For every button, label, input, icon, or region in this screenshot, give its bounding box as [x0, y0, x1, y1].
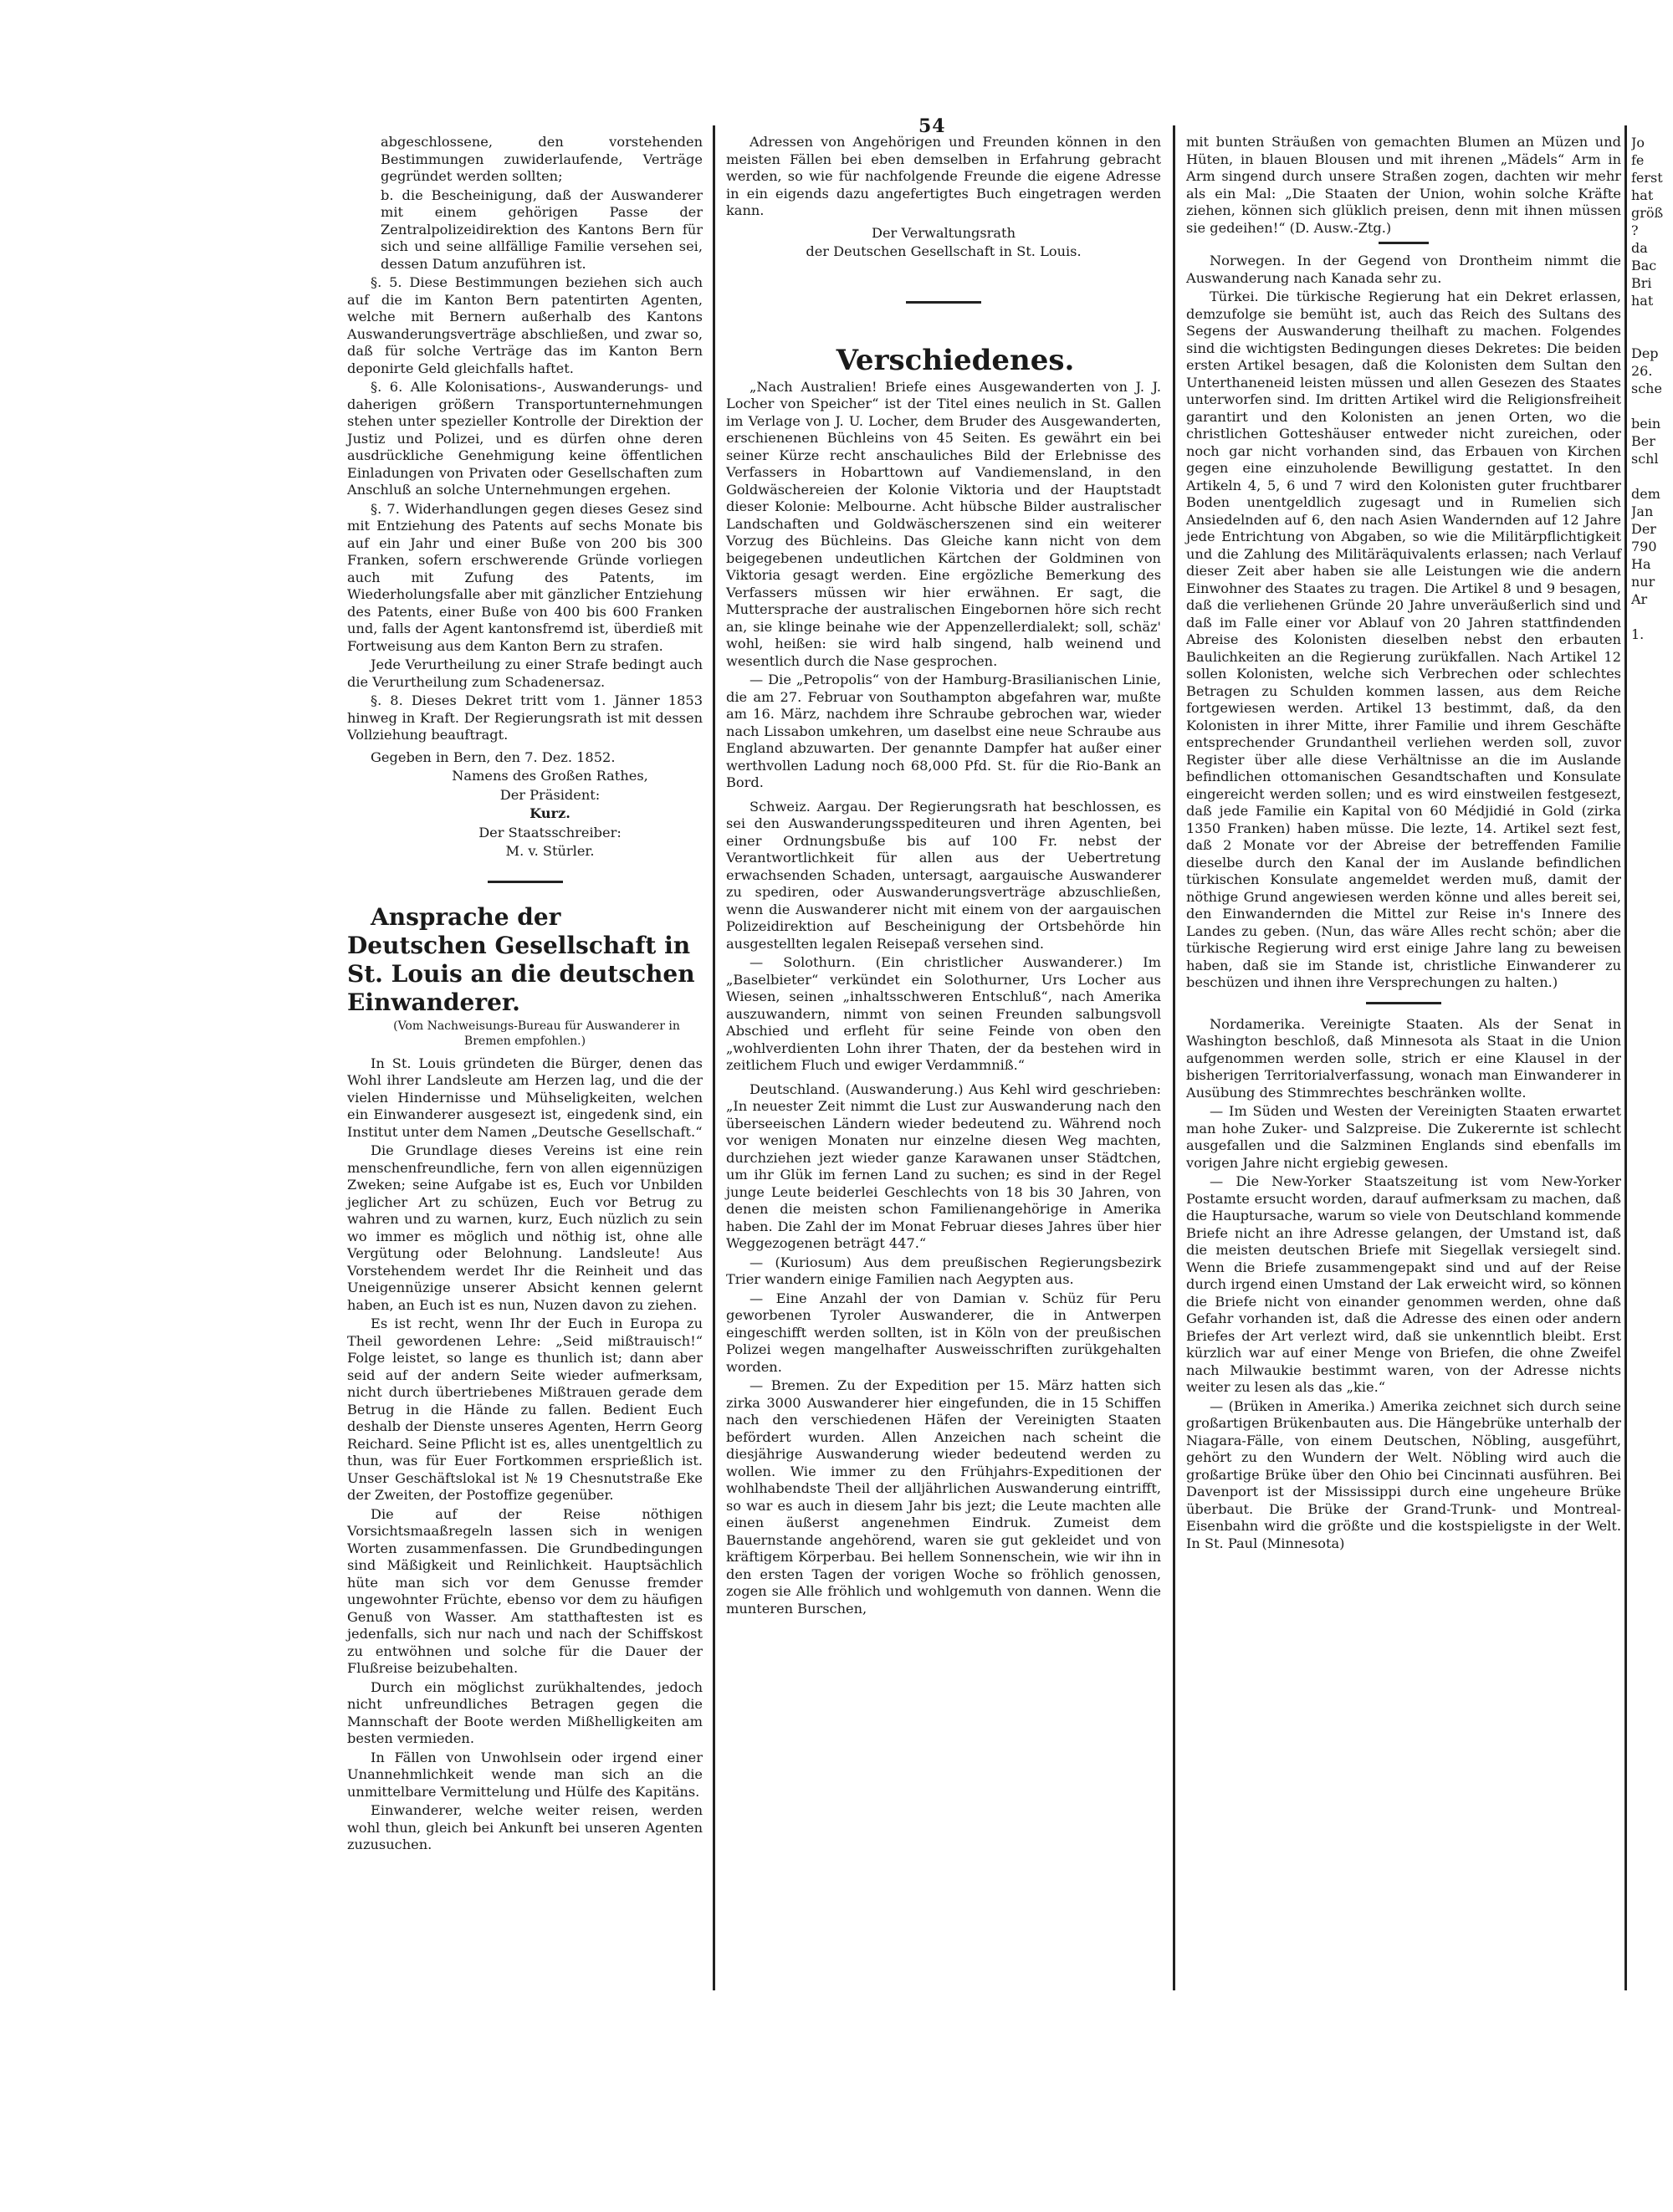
- paragraph: In St. Louis gründeten die Bürger, denen das Wohl ihrer Landsleute am Herzen lag, und die der vielen Hindernisse und Mühseligkeiten, welchen ein Einwanderer ausgesezt ist, eingedenk sind, ein Institut unter dem Namen „Deutsche Gesellschaft.“: [347, 1055, 703, 1140]
- paragraph: Adressen von Angehörigen und Freunden können in den meisten Fällen bei eben demselben in Erfahrung gebracht werden, so wie für nachfolgende Freunde die eigene Adresse in ein eigends dazu angefertigtes Buch eingetragen werden kann.: [726, 134, 1161, 218]
- text-line: §. 5. Diese Bestimmungen beziehen sich auch auf die im Kanton Bern patentirten Agenten, welche mit Bernern außerhalb des Kantons Auswanderungsverträge abschließen, und zwar so, daß für solche Verträge das im Kanton Bern deponirte Geld gleichfalls haftet.: [347, 274, 703, 376]
- edge-fragment: [1631, 801, 1673, 819]
- divider: [1379, 242, 1429, 244]
- edge-fragment: Der: [1631, 521, 1656, 537]
- paragraph: Nordamerika. Vereinigte Staaten. Als der Senat in Washington beschloß, daß Minnesota als Staat in die Union aufgenommen werden solle, strich er eine Klausel in der bisherigen Territorialverfassung, wonach man Einwanderer in Ausübung des Stimmrechtes beschränken wollte.: [1186, 1015, 1621, 1101]
- edge-fragment: [1631, 731, 1673, 748]
- edge-fragment: [1631, 819, 1673, 836]
- column-rule: [713, 125, 715, 1990]
- edge-fragment: 26.: [1631, 363, 1653, 379]
- edge-fragment: Bac: [1631, 258, 1657, 273]
- edge-fragment: Ber: [1631, 433, 1655, 449]
- edge-fragment: größ: [1631, 205, 1664, 221]
- edge-fragment: [1631, 766, 1673, 784]
- paragraph: — Solothurn. (Ein christlicher Auswanderer.) Im „Baselbieter“ verkündet ein Solothurner, Urs Locher aus Wiesen, seinen „inhaltsschweren Entschluß“, nach Amerika auszuwandern, nimmt von seinen Freunden salbungsvoll Abschied und erfleht für seine Feinde von oben den „wohlverdienten Lohn ihrer Thaten, der da bestehen wird in zeitlichem Fluch und ewiger Verdammniß.“: [726, 954, 1161, 1073]
- edge-fragment: [1631, 661, 1673, 678]
- edge-fragment: [1631, 784, 1673, 801]
- paragraph: — Die New-Yorker Staatszeitung ist vom New-Yorker Postamte ersucht worden, darauf aufmerksam zu machen, daß die Hauptursache, warum so viele von Deutschland kommende Briefe nicht an ihre Adresse gelangen, der Umstand ist, daß die meisten deutschen Briefe mit Siegellak versiegelt sind. Wenn die Briefe zusammengepakt sind und auf der Reise durch irgend einen Umstand der Lak erweicht wird, so können die Briefe nicht von einander genommen werden, ohne daß Gefahr vorhanden ist, daß die Adresse des einen oder andern Briefes der Art verlezt wird, daß sie unkenntlich bleibt. Erst kürzlich war auf einer Menge von Briefen, die ohne Zweifel nach Milwaukie bestimmt waren, von der Adresse nichts weiter zu lesen als das „kie.“: [1186, 1173, 1621, 1395]
- edge-fragment: Dep: [1631, 345, 1659, 361]
- edge-fragment: sche: [1631, 381, 1662, 396]
- edge-fragment: dem: [1631, 486, 1660, 502]
- edge-fragment: hat: [1631, 187, 1654, 203]
- signature-line: Namens des Großen Rathes,: [452, 768, 648, 784]
- edge-fragment: [1631, 608, 1673, 626]
- page-number: 54: [918, 115, 946, 137]
- edge-fragment: [1631, 309, 1673, 327]
- paragraph: Deutschland. (Auswanderung.) Aus Kehl wird geschrieben: „In neuester Zeit nimmt die Lust zur Auswanderung nach den überseeischen Ländern wieder bedeutend zu. Während noch vor wenigen Monaten nur einzelne diesen Weg machten, durchziehen jezt wieder ganze Karawanen unser Städtchen, um ihr Glük im fernen Land zu suchen; es sind in der Regel junge Leute beiderlei Geschlechts von 18 bis 30 Jahren, von denen die meisten schon Familienangehörige in Amerika haben. Die Zahl der im Monat Februar dieses Jahres über hier Weggezogenen beträgt 447.“: [726, 1080, 1161, 1251]
- edge-fragment: ferst: [1631, 170, 1663, 186]
- paragraph: — (Brüken in Amerika.) Amerika zeichnet sich durch seine großartigen Brükenbauten aus. Die Hängebrüke unterhalb der Niagara-Fälle, von einem Deutschen, Nöbling, ausgeführt, gehört zu den Wundern der Welt. Nöbling wird auch die großartige Brüke über den Ohio bei Cincinnati ausführen. Bei Davenport ist der Mississippi durch eine ungeheure Brüke überbaut. Die Brüke der Grand-Trunk- und Montreal-Eisenbahn wird die größte und die kostspieligste in der Welt. In St. Paul (Minnesota): [1186, 1397, 1621, 1551]
- signature-line: Der Präsident:: [499, 786, 601, 803]
- edge-fragment: Jo: [1631, 135, 1645, 151]
- text-line: §. 7. Widerhandlungen gegen dieses Gesez sind mit Entziehung des Patents auf sechs Monate bis auf ein Jahr und einer Buße von 200 bis 300 Franken, sofern erschwerende Gründe vorliegen auch mit Zufung des Patents, im Wiederholungsfalle aber mit gänzlicher Entziehung des Patents, einer Buße von 400 bis 600 Franken und, falls der Agent kantonsfremd ist, überdieß mit Fortweisung aus dem Kanton Bern zu strafen.: [347, 500, 703, 654]
- paragraph: Die auf der Reise nöthigen Vorsichtsmaaßregeln lassen sich in wenigen Worten zusammenfassen. Die Grundbedingungen sind Mäßigkeit und Reinlichkeit. Hauptsächlich hüte man sich vor dem Genusse fremder ungewohnter Früchte, ebenso vor dem zu häufigen Genuß von Wasser. Am statthaftesten ist es jedenfalls, sich nur nach und nach der Schiffskost zu entwöhnen und solche für die Dauer der Flußreise beizubehalten.: [347, 1505, 703, 1676]
- edge-fragment: 790: [1631, 539, 1657, 554]
- edge-fragment: [1631, 467, 1673, 485]
- paragraph: In Fällen von Unwohlsein oder irgend einer Unannehmlichkeit wende man sich an die unmittelbare Vermittelung und Hülfe des Kapitäns.: [347, 1749, 703, 1800]
- edge-fragment: bein: [1631, 416, 1661, 432]
- signature-line: Der Verwaltungsrath: [872, 224, 1016, 241]
- paragraph: — Bremen. Zu der Expedition per 15. März hatten sich zirka 3000 Auswanderer hier eingefunden, die in 15 Schiffen nach den verschiedenen Häfen der Vereinigten Staaten befördert wurden. Allen Anzeichen nach scheint die diesjährige Auswanderung wieder bedeutend werden zu wollen. Wie immer zu den Frühjahrs-Expeditionen der wohlhabendste Theil der alljährlichen Auswanderung eintrifft, so war es auch in diesem Jahr bis jezt; die Leute machten alle einen äußerst angenehmen Eindruk. Zumeist dem Bauernstande angehörend, waren sie gut gekleidet und von kräftigem Körperbau. Bei hellem Sonnenschein, wie wir ihn in den ersten Tagen der vorigen Woche so fröhlich genossen, zogen sie Alle fröhlich und wohlgemuth von dannen. Wenn die munteren Burschen,: [726, 1377, 1161, 1617]
- edge-fragment: [1631, 327, 1673, 345]
- paragraph: mit bunten Sträußen von gemachten Blumen an Müzen und Hüten, in blauen Blousen und mit ihrenen „Mädels“ Arm in Arm singend durch unsere Straßen zogen, dachten wir mehr als ein Mal: „Die Staaten der Union, wohin solche Kräfte ziehen, können sich glüklich preisen, denn mit ihnen müssen sie gedeihen!“ (D. Ausw.-Ztg.): [1186, 134, 1621, 236]
- paragraph: Durch ein möglichst zurükhaltendes, jedoch nicht unfreundliches Betragen gegen die Mannschaft der Boote werden Mißhelligkeiten am besten vermieden.: [347, 1678, 703, 1746]
- paragraph: — Im Süden und Westen der Vereinigten Staaten erwartet man hohe Zuker- und Salzpreise. Die Zukerernte ist schlecht ausgefallen und die Salzminen Englands sind ebenfalls im vorigen Jahre nicht ergiebig gewesen.: [1186, 1103, 1621, 1171]
- paragraph: — (Kuriosum) Aus dem preußischen Regierungsbezirk Trier wandern einige Familien nach Aegypten aus.: [726, 1254, 1161, 1287]
- section-title: Verschiedenes.: [836, 343, 1075, 377]
- edge-fragment: Ha: [1631, 556, 1651, 572]
- column-2: [726, 134, 1161, 1619]
- paragraph: Es ist recht, wenn Ihr der Euch in Europa zu Theil gewordenen Lehre: „Seid mißtrauisch!“ Folge leistet, so lange es thunlich ist; dann aber seid auf der andern Seite wieder aufmerksam, nicht durch übertriebenes Mißtrauen gerade dem Betrug in die Hände zu fallen. Bedient Euch deshalb der Dienste unseres Agenten, Herrn Georg Reichard. Seine Pflicht ist es, alles unentgeltlich zu thun, was für Euer Fortkommen ersprießlich ist. Unser Geschäftslokal ist № 19 Chesnutstraße Eke der Zweiten, der Postoffize gegenüber.: [347, 1315, 703, 1503]
- column-rule: [1173, 125, 1175, 1990]
- edge-fragment: Bri: [1631, 275, 1652, 291]
- paragraph: — Die „Petropolis“ von der Hamburg-Brasilianischen Linie, die am 27. Februar von Southampton abgefahren war, mußte am 16. März, nachdem ihre Schraube gebrochen war, wieder nach Lissabon umkehren, um daselbst eine neue Schraube aus England abzuwarten. Der genannte Dampfer hat außer einer werthvollen Ladung noch 68,000 Pfd. St. für die Rio-Bank an Bord.: [726, 672, 1161, 790]
- edge-fragment: nur: [1631, 574, 1655, 590]
- column-1: [347, 134, 703, 1856]
- edge-fragment: [1631, 713, 1673, 731]
- signature-line: Der Staatsschreiber:: [478, 824, 622, 840]
- edge-fragment: [1631, 643, 1673, 661]
- edge-fragment: ?: [1631, 222, 1639, 238]
- paragraph: Türkei. Die türkische Regierung hat ein Dekret erlassen, demzufolge sie bemüht ist, auch das Reich des Sultans des Segens der Auswanderung theilhaft zu machen. Folgendes sind die wichtigsten Bedingungen dieses Dekretes: Die beiden ersten Artikel besagen, daß die Kolonisten dem Sultan den Unterthaneneid leisten müssen und allen Gesezen des Staates unterworfen sind. Im dritten Artikel wird die Religionsfreiheit garantirt und den Kolonisten an jenen Orten, wo die christlichen Gotteshäuser entweder nicht zureichen, oder noch gar nicht vorhanden sind, das Erbauen von Kirchen gegen eine einzuholende Bewilligung gestattet. In den Artikeln 4, 5, 6 und 7 wird den Kolonisten guter fruchtbarer Boden unentgeldlich zugesagt und in Rumelien sich Ansiedelnden auf 6, den nach Asien Wandernden auf 12 Jahre jede Entrichtung von Abgaben, so wie die Militärpflichtigkeit und die Zahlung des Militäräquivalents erlassen; nach Verlauf dieser Zeit aber haben sie alle Leistungen wie die andern Einwohner des Staates zu tragen. Die Artikel 8 und 9 besagen, daß die verliehenen Gründe 20 Jahre unveräußerlich sind und daß im Falle einer vor Ablauf von 20 Jahren stattfindenden Abreise des Kolonisten dieselben nebst den erbauten Baulichkeiten an die Regierung zurükfallen. Nach Artikel 12 sollen Kolonisten, welche sich Verbrechen oder schlechtes Betragen zu Schulden kommen lassen, aus dem Reiche fortgewiesen werden. Artikel 13 bestimmt, daß, da den Kolonisten in ihrer Mitte, ihrer Familie und ihrem Geschäfte entsprechender Grundantheil verliehen werden soll, zuvor Register über alle diese Verhältnisse an die im Auslande befindlichen ottomanischen Gesandtschaften und Konsulate eingereicht werden sollen; und es wird einstweilen festgesezt, daß jede Familie ein Kapital von 60 Médjidié in Gold (zirka 1350 Franken) haben müsse. Die lezte, 14. Artikel sezt fest, daß 2 Monate vor der Abreise der betreffenden Familie dieselbe durch den Kanal der im Auslande befindlichen türkischen Konsulate angemeldet werden muß, damit der nöthige Grund angewiesen werden könne und alles bereit sei, den Einwandernden die Mittel zur Reise in's Innere des Landes zu geben. (Nun, das wäre Alles recht schön; aber die türkische Regierung wird erst einige Jahre lang zu beweisen haben, daß sie im Stande ist, christliche Einwanderer zu beschüzen und ihnen ihre Versprechungen zu halten.): [1186, 289, 1621, 990]
- column-3: [1186, 134, 1621, 1554]
- text-line: abgeschlossene, den vorstehenden Bestimmungen zuwiderlaufende, Verträge gegründet werden sollten;: [381, 134, 703, 184]
- paragraph: „Nach Australien! Briefe eines Ausgewanderten von J. J. Locher von Speicher“ ist der Titel eines neulich in St. Gallen im Verlage von J. U. Locher, dem Bruder des Ausgewanderten, erschienenen Büchleins von 45 Seiten. Es gewährt ein bei seiner Kürze recht anschauliches Bild der Erlebnisse des Verfassers in Hobarttown auf Vandiemensland, in den Goldwäschereien der Kolonie Viktoria und der Hauptstadt dieser Kolonie: Melbourne. Acht hübsche Bilder australischer Landschaften und Goldwäscherszenen sind ein weiterer Vorzug des Büchleins. Das Gleiche kann nicht von dem beigegebenen undeutlichen Kärtchen der Goldminen von Viktoria gesagt werden. Eine ergözliche Bemerkung des Verfassers müssen wir hier erwähnen. Er sagt, die Muttersprache der australischen Eingebornen höre sich recht an, sie klinge beinahe wie der Appenzellerdialekt; soll, schäz' wohl, heißen: sie wird halb singend, halb weinend und wesentlich durch die Nase gesprochen.: [726, 378, 1161, 669]
- edge-fragment: [1631, 397, 1673, 415]
- paragraph: — Eine Anzahl der von Damian v. Schüz für Peru geworbenen Tyroler Auswanderer, die in Antwerpen eingeschifft werden sollten, ist in Köln von der preußischen Polizei wegen mangelhafter Ausweisschriften zurükgehalten worden.: [726, 1290, 1161, 1375]
- edge-fragment: Jan: [1631, 503, 1654, 519]
- text-line: b. die Bescheinigung, daß der Auswanderer mit einem gehörigen Passe der Zentralpolizeidirektion des Kantons Bern für sich und seine allfällige Familie versehen sei, dessen Datum anzuführen ist.: [381, 186, 703, 272]
- paragraph: Norwegen. In der Gegend von Drontheim nimmt die Auswanderung nach Kanada sehr zu.: [1186, 253, 1621, 286]
- dateline: Gegeben in Bern, den 7. Dez. 1852.: [371, 748, 616, 765]
- edge-fragment: [1631, 836, 1673, 854]
- paragraph: Schweiz. Aargau. Der Regierungsrath hat beschlossen, es sei den Auswanderungsspediteuren und ihren Agenten, bei einer Ordnungsbuße bis auf 100 Fr. nebst der Verantwortlichkeit für allen aus der Uebertretung erwachsenden Schaden, untersagt, aargauische Auswanderer zu spediren, oder Auswanderungsverträge abzuschließen, wenn die Auswanderer nicht mit einem von der aargauischen Polizeidirektion auf Bescheinigung der Ortsbehörde hin ausgestellten legalen Reisepaß versehen sind.: [726, 798, 1161, 952]
- divider: [906, 301, 981, 304]
- edge-fragment: fe: [1631, 152, 1645, 168]
- edge-fragment: schl: [1631, 451, 1659, 467]
- edge-fragment: [1631, 748, 1673, 766]
- edge-fragment: [1631, 678, 1673, 696]
- signature-line: M. v. Stürler.: [505, 843, 595, 859]
- paragraph: Die Grundlage dieses Vereins ist eine rein menschenfreundliche, fern von allen eigennüzigen Zweken; seine Aufgabe ist es, Euch vor Unbilden jeglicher Art zu schüzen, Euch vor Betrug zu wahren und zu warnen, kurz, Euch nüzlich zu sein wo immer es möglich und nöthig ist, ohne alle Vergütung oder Belohnung. Landsleute! Aus Vorstehendem werdet Ihr die Reinheit und das Uneigennüzige unserer Absicht kennen gelernt haben, an Euch ist es nun, Nuzen davon zu ziehen.: [347, 1142, 703, 1313]
- divider: [488, 881, 563, 883]
- edge-fragment: da: [1631, 240, 1648, 256]
- divider: [1366, 1002, 1441, 1004]
- signature-line: der Deutschen Gesellschaft in St. Louis.: [806, 243, 1082, 259]
- text-line: §. 8. Dieses Dekret tritt vom 1. Jänner 1853 hinweg in Kraft. Der Regierungsrath ist mit dessen Vollziehung beauftragt.: [347, 692, 703, 743]
- paragraph: Einwanderer, welche weiter reisen, werden wohl thun, gleich bei Ankunft bei unseren Agenten zuzusuchen.: [347, 1802, 703, 1852]
- signature-line: Kurz.: [530, 805, 570, 821]
- edge-fragment: hat: [1631, 293, 1654, 309]
- edge-fragment: 1.: [1631, 626, 1645, 642]
- edge-fragment: [1631, 696, 1673, 713]
- text-line: Jede Verurtheilung zu einer Strafe bedingt auch die Verurtheilung zum Schadenersaz.: [347, 656, 703, 690]
- text-line: §. 6. Alle Kolonisations-, Auswanderungs- und daherigen größern Transportunternehmungen stehen unter spezieller Kontrolle der Direktion der Justiz und Polizei, und es dürfen ohne deren ausdrückliche Genehmigung keine öffentlichen Einladungen von Privaten oder Gesellschaften zum Anschluß an solche Unternehmungen ergehen.: [347, 379, 703, 498]
- source-note: (Vom Nachweisungs-Bureau für Auswanderer in Bremen empfohlen.): [393, 1019, 680, 1048]
- adjacent-page-fragment: [1631, 134, 1673, 854]
- article-headline: Ansprache der Deutschen Gesellschaft in St. Louis an die deutschen Einwanderer.: [347, 902, 695, 1016]
- column-rule: [1624, 125, 1627, 1990]
- edge-fragment: Ar: [1631, 591, 1648, 607]
